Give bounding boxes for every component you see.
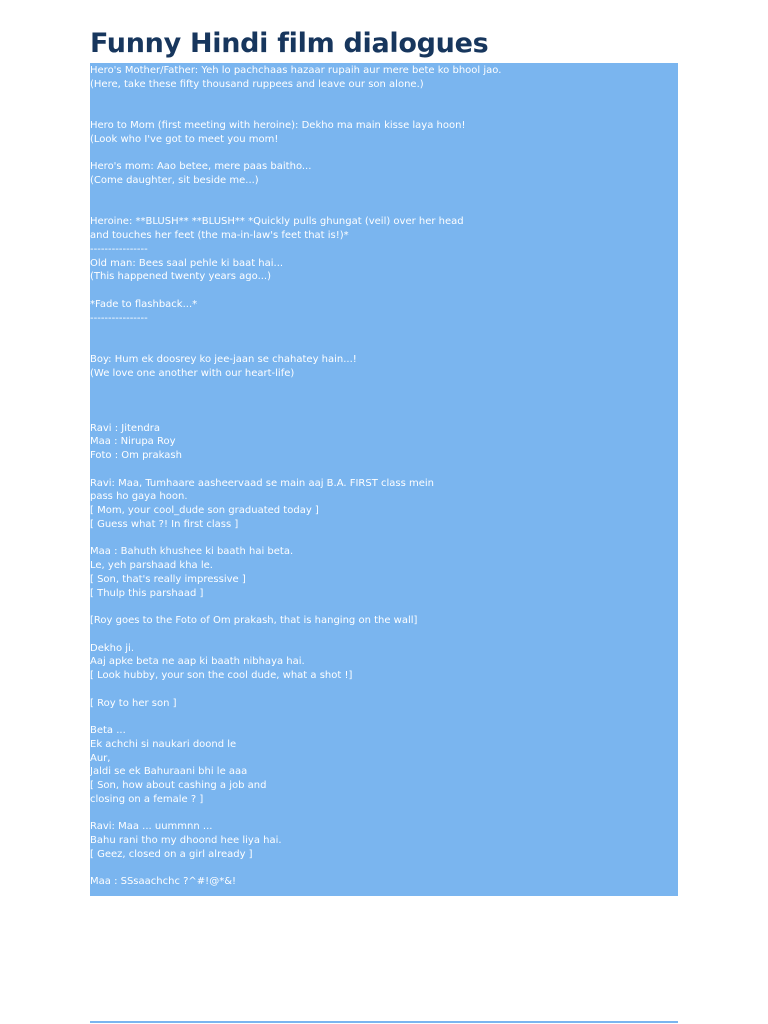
- blank-line: [90, 284, 678, 298]
- dialogue-line: Aur,: [90, 752, 111, 764]
- dialogue-line: Ravi : Jitendra: [90, 422, 161, 434]
- dialogue-lines: [90, 63, 678, 889]
- blank-line: [90, 92, 678, 106]
- dialogue-line: Old man: Bees saal pehle ki baat hai...: [90, 257, 284, 269]
- dialogue-line: [ Roy to her son ]: [90, 697, 177, 709]
- blank-line: [90, 147, 678, 161]
- blank-line: [90, 188, 678, 202]
- blank-line: [90, 105, 678, 119]
- dialogue-text-box: [90, 63, 678, 896]
- dialogue-line: [ Geez, closed on a girl already ]: [90, 848, 253, 860]
- page-title: Funny Hindi film dialogues: [90, 28, 489, 59]
- dialogue-line: Beta ...: [90, 725, 126, 736]
- dialogue-line: Boy: Hum ek doosrey ko jee-jaan se chahatey hain...!: [90, 353, 357, 365]
- dialogue-line: (Come daughter, sit beside me...): [90, 175, 259, 186]
- dialogue-line: (Here, take these fifty thousand ruppees and leave our son alone.): [90, 78, 424, 90]
- dialogue-line: [ Thulp this parshaad ]: [90, 587, 204, 599]
- dialogue-line: [ Son, how about cashing a job and: [90, 780, 267, 791]
- dialogue-line: Ek achchi si naukari doond le: [90, 738, 237, 750]
- dialogue-line: Hero's Mother/Father: Yeh lo pachchaas hazaar rupaih aur mere bete ko bhool jao.: [90, 65, 502, 76]
- footer-divider: [90, 1021, 678, 1023]
- blank-line: [90, 628, 678, 642]
- dialogue-line: *Fade to flashback...*: [90, 298, 198, 310]
- dialogue-line: Le, yeh parshaad kha le.: [90, 560, 213, 571]
- dialogue-line: Maa : Nirupa Roy: [90, 436, 176, 448]
- blank-line: [90, 202, 678, 216]
- dialogue-line: [ Guess what ?! In first class ]: [90, 518, 239, 530]
- blank-line: [90, 532, 678, 546]
- dialogue-line: Hero to Mom (first meeting with heroine): Dekho ma main kisse laya hoon!: [90, 120, 466, 131]
- dialogue-line: (This happened twenty years ago...): [90, 271, 272, 283]
- dialogue-line: ----------------: [90, 243, 148, 255]
- blank-line: [90, 600, 678, 614]
- dialogue-line: Heroine: **BLUSH** **BLUSH** *Quickly pulls ghungat (veil) over her head: [90, 216, 464, 228]
- dialogue-line: Dekho ji.: [90, 642, 135, 654]
- blank-line: [90, 683, 678, 697]
- dialogue-line: Hero's mom: Aao betee, mere paas baitho...: [90, 161, 312, 173]
- dialogue-line: Ravi: Maa ... uummnn ...: [90, 821, 213, 833]
- blank-line: [90, 710, 678, 724]
- dialogue-line: Ravi: Maa, Tumhaare aasheervaad se main aaj B.A. FIRST class mein: [90, 477, 435, 489]
- dialogue-line: Bahu rani tho my dhoond hee liya hai.: [90, 835, 282, 846]
- blank-line: [90, 408, 678, 422]
- blank-line: [90, 380, 678, 394]
- dialogue-line: closing on a female ? ]: [90, 793, 204, 805]
- dialogue-line: Maa : Bahuth khushee ki baath hai beta.: [90, 546, 294, 558]
- blank-line: [90, 325, 678, 339]
- blank-line: [90, 463, 678, 477]
- dialogue-line: Maa : SSsaachchc ?^#!@*&!: [90, 876, 237, 888]
- dialogue-line: (Look who I've got to meet you mom!: [90, 133, 279, 145]
- dialogue-line: (We love one another with our heart-life): [90, 367, 295, 379]
- dialogue-line: [Roy goes to the Foto of Om prakash, that is hanging on the wall]: [90, 615, 418, 626]
- dialogue-line: [ Mom, your cool_dude son graduated today ]: [90, 505, 319, 516]
- dialogue-line: and touches her feet (the ma-in-law's feet that is!)*: [90, 230, 349, 241]
- dialogue-line: pass ho gaya hoon.: [90, 491, 188, 503]
- blank-line: [90, 394, 678, 408]
- blank-line: [90, 862, 678, 876]
- dialogue-line: [ Look hubby, your son the cool dude, what a shot !]: [90, 670, 353, 681]
- dialogue-line: Foto : Om prakash: [90, 450, 182, 461]
- dialogue-line: ----------------: [90, 312, 148, 324]
- dialogue-line: [ Son, that's really impressive ]: [90, 573, 246, 585]
- dialogue-line: Jaldi se ek Bahuraani bhi le aaa: [90, 766, 248, 778]
- blank-line: [90, 339, 678, 353]
- blank-line: [90, 807, 678, 821]
- dialogue-line: Aaj apke beta ne aap ki baath nibhaya hai.: [90, 656, 305, 668]
